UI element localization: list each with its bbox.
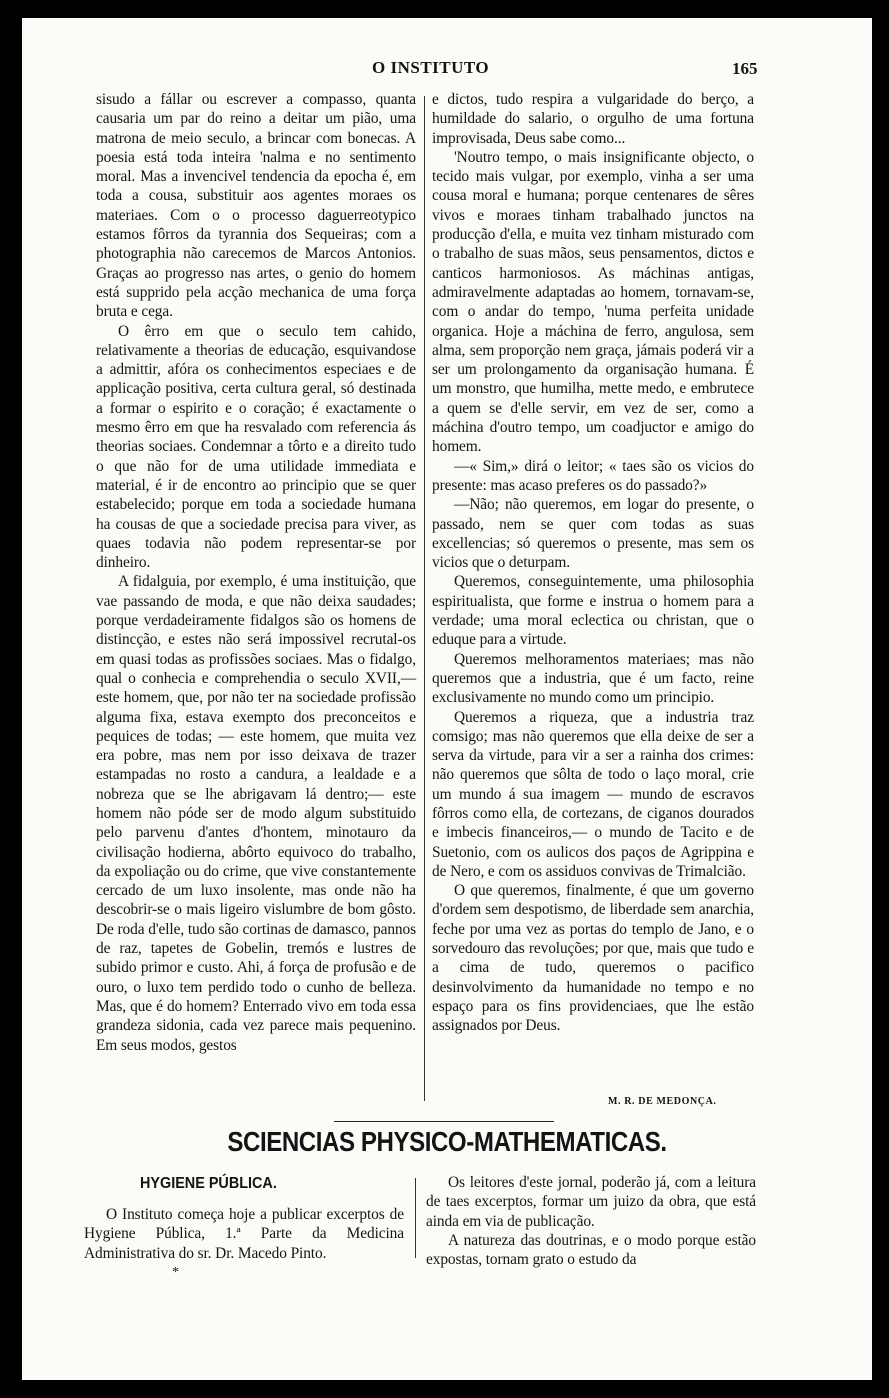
paragraph: Os leitores d'este jornal, poderão já, com a leitura de taes excerptos, formar um juizo da obra, que está ainda em via de publicação. <box>426 1174 756 1230</box>
paragraph: O Instituto começa hoje a publicar excerptos de Hygiene Pública, 1.ª Parte da Medicina Administrativa do sr. Dr. Macedo Pinto. <box>84 1206 404 1262</box>
author-signature: M. R. DE MEDONÇA. <box>608 1096 717 1107</box>
article-right-column <box>432 90 754 1036</box>
column-divider <box>424 96 425 1101</box>
paragraph: —« Sim,» dirá o leitor; « taes são os vicios do presente: mas acaso preferes os do passado?» <box>432 457 754 494</box>
paragraph: sisudo a fállar ou escrever a compasso, quanta causaria um par do reino a deitar um pião, uma matrona de meio seculo, a brincar com bonecas. A poesia está toda inteira 'nalma e no sentimento moral. Mas a invencivel tendencia da epocha é, em toda a cousa, substituir aos agentes moraes os materiaes. Com o o processo daguerreotypico estamos fôrros da tyrannia dos Sequeiras; com a photographia não carecemos de Marcos Antonios. Graças ao progresso nas artes, o genio do homem está supprido pela acção mechanica de uma força bruta e cega. <box>96 91 416 321</box>
paragraph: Queremos a riqueza, que a industria traz comsigo; mas não queremos que ella deixe de ser a serva da virtude, para vir a ser a rainha dos crimes: não queremos que sôlta de todo o laço moral, crie um mundo á sua imagem — mundo de escravos fôrros como ella, de cortezans, de ciganos dourados e imbecis financeiros,— o mundo de Tacito e de Suetonio, com os aulicos dos paços de Agrippina e de Nero, e com os assiduos convivas de Trimalcião. <box>432 708 754 880</box>
page-number: 165 <box>732 59 758 78</box>
article-left-column <box>96 90 416 1055</box>
section-left-column <box>84 1205 404 1263</box>
newspaper-page <box>22 18 872 1380</box>
column-divider <box>415 1178 416 1258</box>
section-right-column <box>426 1173 756 1269</box>
section-divider <box>334 1121 554 1122</box>
paragraph: Queremos, conseguintemente, uma philosophia espiritualista, que forme e instrua o homem para a verdade; uma moral eclectica ou christan, que o eduque para a virtude. <box>432 573 754 649</box>
paragraph: e dictos, tudo respira a vulgaridade do berço, a humildade do salario, o orgulho de uma fortuna improvisada, Deus sabe como... <box>432 91 754 147</box>
paragraph: —Não; não queremos, em logar do presente, o passado, nem se quer com todas as suas excellencias; só queremos o presente, mas sem os vicios que o deturpam. <box>432 496 754 572</box>
paragraph: A fidalguia, por exemplo, é uma instituição, que vae passando de moda, e que não deixa saudades; porque verdadeiramente fidalgos são os homens de distincção, e estes não será impossivel recrutal-os em quasi todas as profissões sociaes. Mas o fidalgo, qual o conhecia e comprehendia o seculo XVII,—este homem, que, por não ter na sociedade profissão alguma fixa, estava exempto dos preconceitos e pequices de todas; — este homem, que muita vez era pobre, mas nem por isso deixava de trazer estampadas no rosto a candura, a lealdade e a nobreza que se lhe abrigavam lá dentro;— este homem não póde ser de modo algum substituido pelo parvenu d'antes d'hontem, minotauro da civilisação hodierna, abôrto equivoco do trabalho, da expoliação ou do crime, que vive constantemente cercado de um luxo insolente, mas onde não ha descobrir-se o mais ligeiro vislumbre de bom gôsto. De roda d'elle, tudo são cortinas de damasco, pannos de raz, tapetes de Gobelin, tremós e lustres de subido primor e custo. Ahi, á força de profusão e de ouro, o luxo tem perdido todo o cunho de belleza. Mas, que é do homem? Enterrado vivo em toda essa grandeza sidonia, cada vez parece mais pequenino. Em seus modos, gestos <box>96 573 416 1054</box>
journal-title: O INSTITUTO <box>372 58 490 77</box>
paragraph: A natureza das doutrinas, e o modo porque estão expostas, tornam grato o estudo da <box>426 1231 756 1269</box>
paragraph: O êrro em que o seculo tem cahido, relativamente a theorias de educação, esquivandose a admittir, afóra os conhecimentos especiaes e de applicação positiva, certa cultura geral, só destinada a formar o espirito e o coração; é exactamente o mesmo êrro em que ha resvalado com referencia ás theorias sociaes. Condemnar a tôrto e a direito tudo o que não for de uma utilidade immediata e material, é ir de encontro ao principio que se quer estabelecido; porque em toda a sociedade humana ha cousas de que a sociedade precisa para viver, as quaes todavia não podem representar-se por dinheiro. <box>96 322 416 572</box>
running-head <box>22 58 872 84</box>
paragraph: Queremos melhoramentos materiaes; mas não queremos que a industria, que é um facto, reine exclusivamente no mundo como um principio. <box>432 650 754 707</box>
section-subheading: HYGIENE PÚBLICA. <box>140 1175 277 1192</box>
paragraph: O que queremos, finalmente, é que um governo d'ordem sem despotismo, de liberdade sem anarchia, feche por uma vez as portas do templo de Jano, e o sorvedouro das revoluções; por que, mais que tudo e a cima de tudo, queremos o pacifico desinvolvimento da humanidade no tempo e no espaço para os fins providenciaes, que lhe estão assignados por Deus. <box>432 882 754 1035</box>
footnote-asterisk: * <box>172 1265 179 1280</box>
section-title: SCIENCIAS PHYSICO-MATHEMATICAS. <box>227 1126 667 1157</box>
paragraph: 'Noutro tempo, o mais insignificante objecto, o tecido mais vulgar, por exemplo, vinha a ser uma cousa moral e humana; porque centenares de sêres vivos e moraes tinham trabalhado junctos na producção d'ella, e muita vez tinham misturado com o trabalho de suas mãos, seus pensamentos, dictos e canticos harmoniosos. As máchinas antigas, admiravelmente adaptadas ao homem, tornavam-se, com o andar do tempo, 'numa perfeita unidade organica. Hoje a máchina de ferro, angulosa, sem alma, sem proporção nem graça, jámais poderá vir a ser um prolongamento da organisação humana. É um monstro, que humilha, mette medo, e embrutece a quem se d'elle servir, em vez de ser, como a máchina d'outro tempo, um coadjuctor e amigo do homem. <box>432 148 754 456</box>
